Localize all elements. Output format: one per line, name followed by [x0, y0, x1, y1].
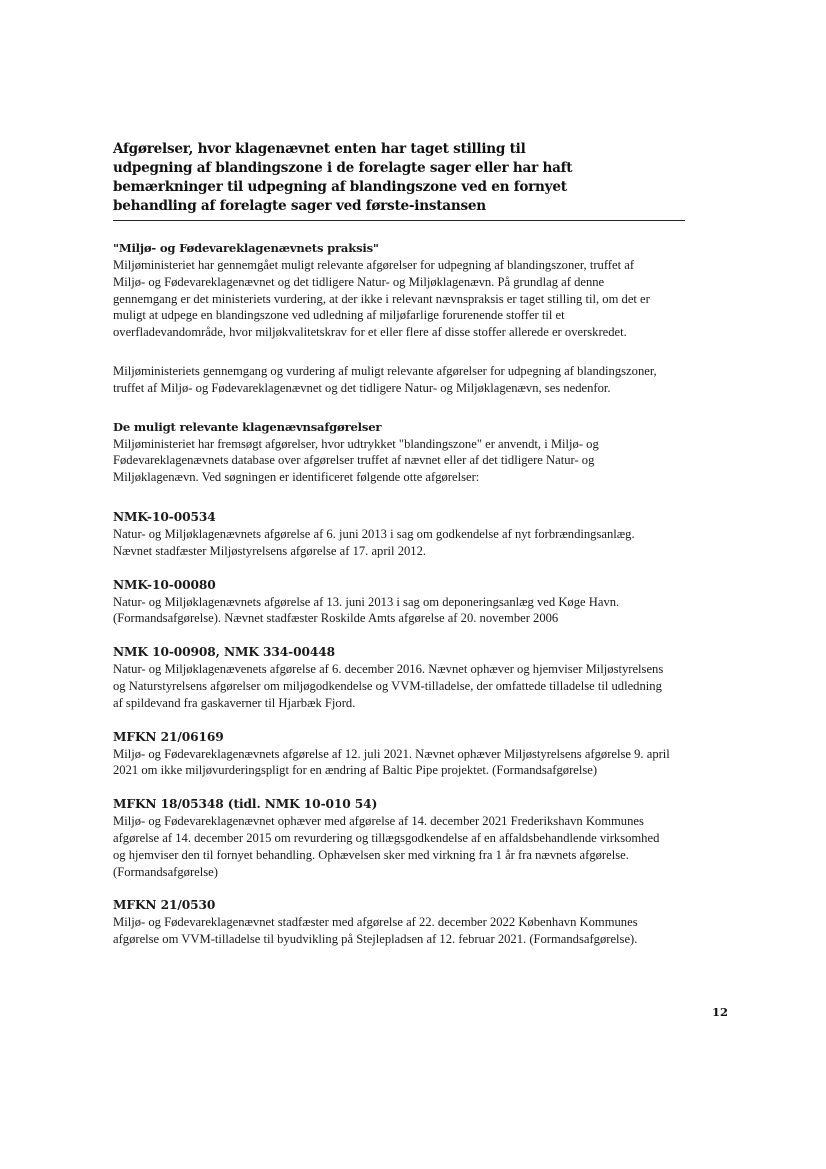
paragraph-line: Miljøministeriets gennemgang og vurdering af muligt relevante afgørelser for udpegning af blandingszoner, — [113, 363, 657, 378]
paragraph-line: Miljø- og Fødevareklagenævnet og det tidligere Natur- og Miljøklagenævn. På grundlag af denne — [113, 274, 605, 289]
case-id: MFKN 21/06169 — [113, 729, 224, 744]
case-line: Natur- og Miljøklagenævenets afgørelse af 6. december 2016. Nævnet ophæver og hjemviser Miljøstyrelsens — [113, 662, 664, 677]
paragraph-line: overfladevandområde, hvor miljøkvalitetskrav for et eller flere af disse stoffer allerede er overskredet. — [113, 325, 627, 340]
case-line: 2021 om ikke miljøvurderingspligt for en ændring af Baltic Pipe projektet. (Formandsafgørelse) — [113, 763, 598, 778]
paragraph-line: Miljøministeriet har gennemgået muligt relevante afgørelser for udpegning af blandingszoner, truffet af — [113, 258, 635, 272]
page-number: 12 — [711, 1005, 728, 1019]
case-line: afgørelse om VVM-tilladelse til byudvikling på Stejlepladsen af 12. februar 2021. (Formandsafgørelse). — [113, 932, 638, 947]
paragraph-line: truffet af Miljø- og Fødevareklagenævnet og det tidligere Natur- og Miljøklagenævn, ses nedenfor. — [113, 380, 611, 395]
case-entry — [113, 728, 718, 780]
paragraph-line: muligt at udpege en blandingszone ved udledning af miljøfarlige forurenende stoffer til et — [113, 308, 565, 323]
case-entry — [113, 576, 718, 628]
section-title: De muligt relevante klagenævnsafgørelser — [113, 419, 382, 434]
document-heading — [113, 140, 633, 216]
heading-divider — [113, 220, 685, 221]
case-entry — [113, 643, 718, 711]
case-line: Natur- og Miljøklagenævnets afgørelse af 6. juni 2013 i sag om godkendelse af nyt forbrændingsanlæg. — [113, 526, 635, 541]
document-body — [113, 240, 718, 964]
case-line: Nævnet stadfæster Miljøstyrelsens afgørelse af 17. april 2012. — [113, 543, 427, 558]
case-id: MFKN 18/05348 (tidl. NMK 10-010 54) — [113, 797, 378, 812]
case-line: afgørelse af 14. december 2015 om revurdering og tillægsgodkendelse af en affaldsbehandlende virksomhed — [113, 830, 660, 845]
section-paragraph — [113, 436, 718, 486]
case-line: af spildevand fra gaskaverner til Hjarbæk Fjord. — [113, 695, 356, 710]
heading-line: behandling af forelagte sager ved første-instansen — [113, 198, 486, 214]
case-id: NMK-10-00534 — [113, 509, 216, 524]
section-paragraph — [113, 363, 718, 397]
paragraph-line: Miljøministeriet har fremsøgt afgørelser, hvor udtrykket "blandingszone" er anvendt, i Miljø- og — [113, 436, 599, 451]
case-line: Miljø- og Fødevareklagenævnets afgørelse af 12. juli 2021. Nævnet ophæver Miljøstyrelsens afgørelse 9. april — [113, 746, 670, 761]
section-paragraph — [113, 257, 718, 341]
case-id: NMK 10-00908, NMK 334-00448 — [113, 645, 336, 660]
case-id: MFKN 21/0530 — [113, 898, 216, 913]
case-line: og Naturstyrelsens afgørelser om miljøgodkendelse og VVM-tilladelse, der omfattede tilladelse til udledning — [113, 678, 662, 693]
case-entry — [113, 896, 718, 948]
case-line: Miljø- og Fødevareklagenævnet stadfæster med afgørelse af 22. december 2022 København Kommunes — [113, 915, 638, 930]
section-relevante-afgoerelser — [113, 419, 718, 486]
case-entry — [113, 795, 718, 880]
heading-line: Afgørelser, hvor klagenævnet enten har taget stilling til — [113, 141, 526, 157]
case-line: Miljø- og Fødevareklagenævnet ophæver med afgørelse af 14. december 2021 Frederikshavn Kommunes — [113, 814, 644, 829]
heading-line: bemærkninger til udpegning af blandingszone ved en fornyet — [113, 179, 567, 195]
case-line: og hjemviser den til fornyet behandling. Ophævelsen sker med virkning fra 1 år fra nævnets afgørelse. — [113, 847, 629, 862]
case-id: NMK-10-00080 — [113, 577, 216, 592]
case-entry — [113, 508, 718, 560]
section-gennemgang — [113, 363, 718, 397]
case-line: (Formandsafgørelse) — [113, 864, 218, 879]
paragraph-line: Fødevareklagenævnets database over afgørelser truffet af nævnet eller af det tidligere Natur- og — [113, 453, 595, 468]
case-line: Natur- og Miljøklagenævnets afgørelse af 13. juni 2013 i sag om deponeringsanlæg ved Køge Havn. — [113, 594, 620, 609]
case-line: (Formandsafgørelse). Nævnet stadfæster Roskilde Amts afgørelse af 20. november 2006 — [113, 611, 559, 626]
section-title: "Miljø- og Fødevareklagenævnets praksis" — [113, 241, 379, 255]
paragraph-line: gennemgang er det ministeriets vurdering, at der ikke i relevant nævnspraksis er taget stilling til, om det er — [113, 291, 650, 306]
heading-line: udpegning af blandingszone i de forelagte sager eller har haft — [113, 160, 573, 176]
paragraph-line: Miljøklagenævn. Ved søgningen er identificeret følgende otte afgørelser: — [113, 470, 480, 485]
section-praksis — [113, 240, 718, 341]
